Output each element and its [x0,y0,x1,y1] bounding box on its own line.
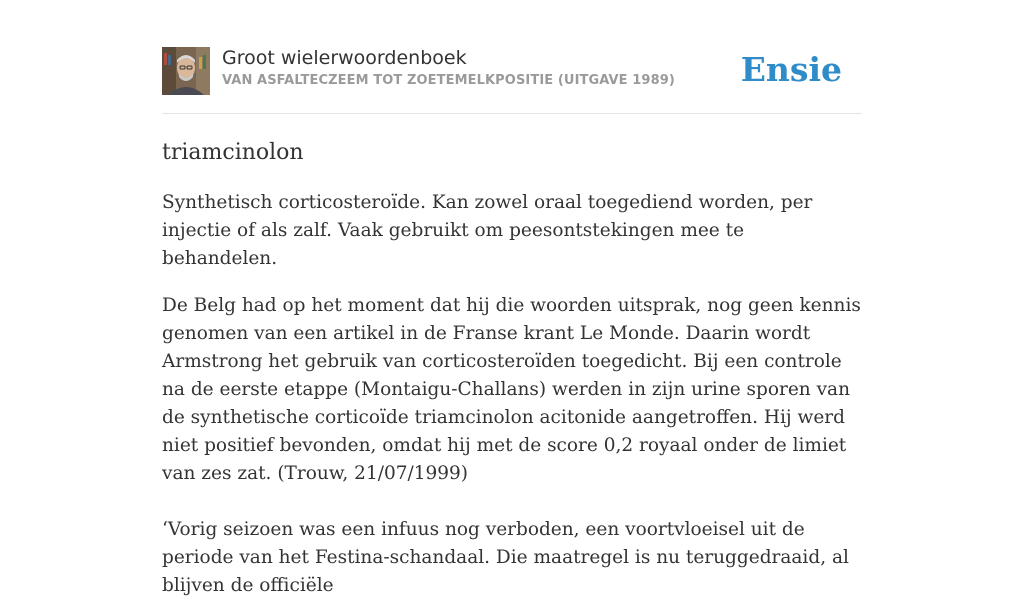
page [162,0,862,600]
author-portrait-icon [162,47,210,95]
entry-citation: De Belg had op het moment dat hij die woorden uitsprak, nog geen kennis genomen van een artikel in de Franse krant Le Monde. Daarin wordt Armstrong het gebruik van corticosteroïden toegedicht. Bij een controle na de eerste etappe (Montaigu-Challans) werden in zijn urine sporen van de synthetische corticoïde triamcinolon acitonide aangetroffen. Hij werd niet positief bevonden, omdat hij met de score 0,2 royaal onder de limiet van zes zat. (Trouw, 21/07/1999) [162,295,861,484]
book-titles [222,46,675,90]
ensie-logo-link[interactable]: Ensie [740,50,842,89]
entry-definition: Synthetisch corticosteroïde. Kan zowel oraal toegediend worden, per injectie of als zalf. Vaak gebruikt om peesontstekingen mee te behandelen. [162,192,813,269]
header [162,46,862,114]
entry-headword: triamcinolon [162,140,304,165]
book-subtitle: VAN ASFALTECZEEM TOT ZOETEMELKPOSITIE (UITGAVE 1989) [222,73,675,88]
entry-citation: ‘Vorig seizoen was een infuus nog verboden, een voortvloeisel uit de periode van het Festina-schandaal. Die maatregel is nu teruggedraaid, al blijven de officiële [162,519,849,596]
book-title[interactable]: Groot wielerwoordenboek [222,47,467,69]
author-avatar[interactable] [162,47,210,95]
